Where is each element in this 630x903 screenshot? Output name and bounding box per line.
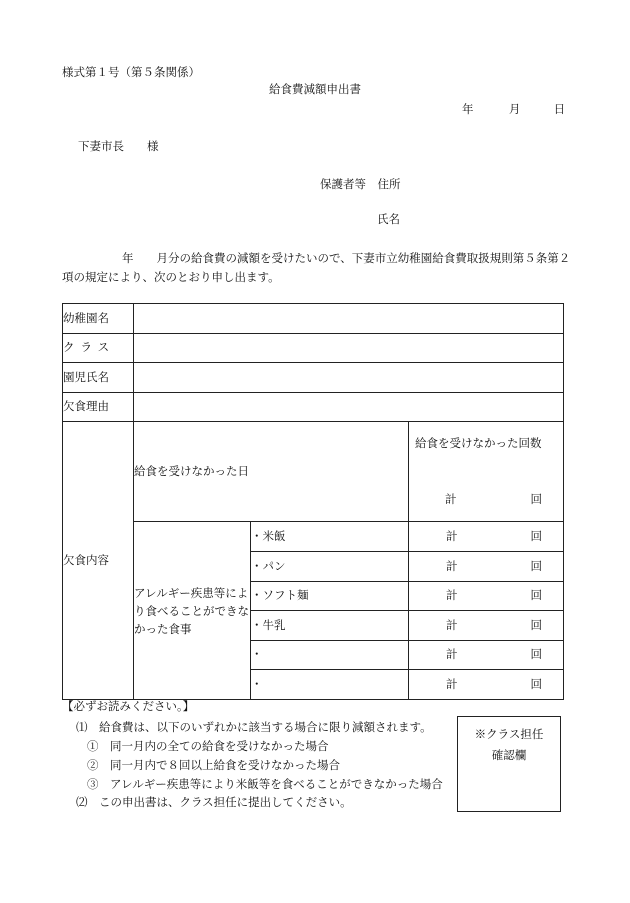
total-label: 計	[445, 491, 457, 506]
date-line	[462, 103, 565, 117]
document-title: 給食費減額申出書	[269, 82, 361, 96]
food-count-cell[interactable]: 計 回	[409, 641, 564, 670]
food-item-blank[interactable]: ・	[251, 670, 409, 700]
absence-reason-field[interactable]	[134, 393, 564, 422]
food-item-milk: ・牛乳	[251, 611, 409, 641]
food-item-bread: ・パン	[251, 552, 409, 582]
times-label: 回	[530, 491, 543, 506]
note-item-1-a: ① 同一月内の全ての給食を受けなかった場合	[87, 739, 329, 753]
notes-heading: 【必ずお読みください。】	[62, 699, 195, 713]
date-day-field[interactable]: 日	[553, 102, 566, 116]
note-item-1-c: ③ アレルギー疾患等により米飯等を食べることができなかった場合	[87, 777, 443, 791]
kindergarten-name-label: 幼稚園名	[63, 304, 134, 334]
allergy-meals-label: アレルギー疾患等により食べることができなかった食事	[134, 522, 251, 700]
food-count-cell[interactable]: 計 回	[409, 670, 564, 700]
guardian-name-label[interactable]: 氏名	[377, 212, 400, 226]
intro-text: 月分の給食費の減額を受けたいので、下妻市立幼稚園給食費取扱規則第５条第２項の規定により、次のとおり申し出ます。	[62, 251, 571, 284]
absence-content-label: 欠食内容	[63, 422, 134, 700]
note-item-1-b: ② 同一月内で８回以上給食を受けなかった場合	[87, 758, 340, 772]
teacher-box-subtitle: 確認欄	[491, 748, 527, 762]
food-count-cell[interactable]: 計 回	[409, 611, 564, 641]
class-field[interactable]	[134, 334, 564, 363]
form-number: 様式第１号（第５条関係）	[62, 65, 200, 79]
missed-days-label: 給食を受けなかった日	[134, 463, 249, 478]
application-table	[62, 303, 564, 700]
missed-days-cell[interactable]	[134, 422, 409, 522]
food-count-cell[interactable]: 計 回	[409, 522, 564, 552]
kindergarten-name-field[interactable]	[134, 304, 564, 334]
guardian-address-label[interactable]: 保護者等 住所	[320, 177, 401, 191]
addressee: 下妻市長 様	[78, 139, 159, 153]
note-item-2: ⑵ この申出書は、クラス担任に提出してください。	[76, 795, 352, 809]
food-item-soft-noodles: ・ソフト麺	[251, 582, 409, 611]
missed-count-label: 給食を受けなかった回数	[415, 435, 542, 450]
date-month-field[interactable]: 月	[508, 102, 521, 116]
child-name-field[interactable]	[134, 363, 564, 393]
food-count-cell[interactable]: 計 回	[409, 582, 564, 611]
class-label: クラス	[63, 334, 134, 363]
food-item-blank[interactable]: ・	[251, 641, 409, 670]
intro-paragraph	[62, 249, 574, 287]
teacher-confirmation-box[interactable]	[457, 716, 561, 812]
absence-reason-label: 欠食理由	[63, 393, 134, 422]
food-count-cell[interactable]: 計 回	[409, 552, 564, 582]
food-item-rice: ・米飯	[251, 522, 409, 552]
intro-year-label[interactable]: 年	[122, 251, 134, 265]
note-item-1: ⑴ 給食費は、以下のいずれかに該当する場合に限り減額されます。	[76, 720, 432, 734]
date-year-field[interactable]: 年	[462, 102, 474, 116]
missed-count-cell[interactable]	[409, 422, 564, 522]
child-name-label: 園児氏名	[63, 363, 134, 393]
teacher-box-title: ※クラス担任	[474, 727, 544, 741]
